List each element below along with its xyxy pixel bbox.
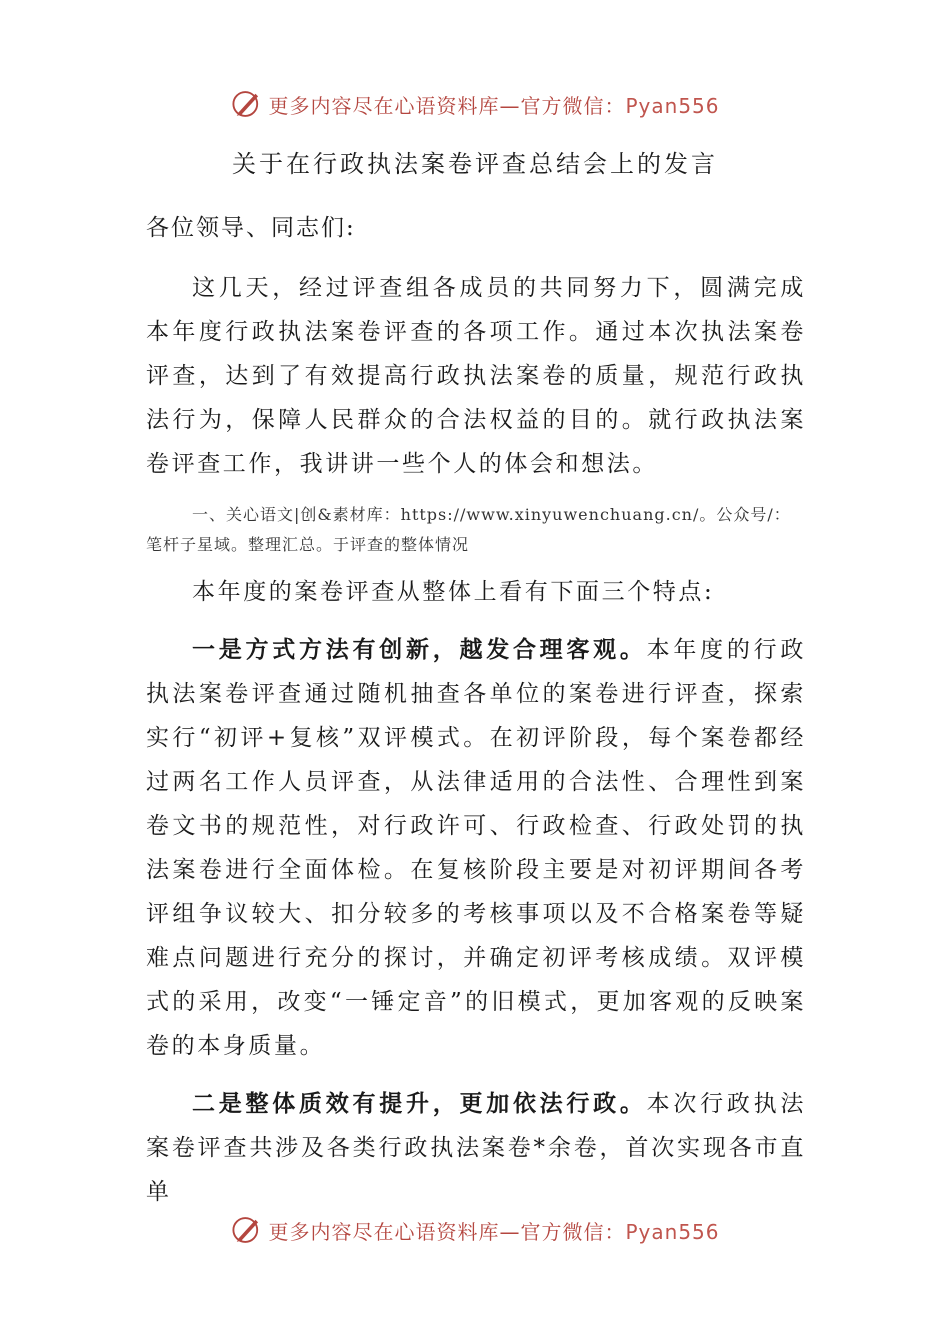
paragraph-features: 本年度的案卷评查从整体上看有下面三个特点: xyxy=(192,579,715,605)
pen-logo-icon xyxy=(230,87,264,121)
section-heading: 一、关心语文|创&素材库：https://www.xinyuwenchuang.cn/。公众号/：笔杆子星域。整理汇总。于评查的整体情况 xyxy=(146,505,791,554)
watermark-text: 更多内容尽在心语资料库—官方微信：Pyan556 xyxy=(268,1219,720,1244)
paragraph-point-one xyxy=(146,628,806,1068)
paragraph-intro: 这几天，经过评查组各成员的共同努力下，圆满完成本年度行政执法案卷评查的各项工作。通过本次执法案卷评查，达到了有效提高行政执法案卷的质量，规范行政执法行为，保障人民群众的合法权益的目的。就行政执法案卷评查工作，我讲讲一些个人的体会和想法。 xyxy=(146,275,806,477)
watermark-header xyxy=(0,84,950,124)
point-two-heading: 二是整体质效有提升，更加依法行政。 xyxy=(192,1090,647,1117)
watermark-footer xyxy=(0,1210,950,1250)
point-one-heading: 一是方式方法有创新，越发合理客观。 xyxy=(192,636,647,663)
watermark-text: 更多内容尽在心语资料库—官方微信：Pyan556 xyxy=(268,93,720,118)
paragraph-point-two xyxy=(146,1082,806,1214)
pen-logo-icon xyxy=(230,1213,264,1247)
greeting: 各位领导、同志们: xyxy=(146,215,356,241)
document-body xyxy=(146,206,806,1228)
document-title: 关于在行政执法案卷评查总结会上的发言 xyxy=(232,150,718,178)
point-one-text: 本年度的行政执法案卷评查通过随机抽查各单位的案卷进行评查，探索实行“初评+复核”双评模式。在初评阶段，每个案卷都经过两名工作人员评查，从法律适用的合法性、合理性到案卷文书的规范性，对行政许可、行政检查、行政处罚的执法案卷进行全面体检。在复核阶段主要是对初评期间各考评组争议较大、扣分较多的考核事项以及不合格案卷等疑难点问题进行充分的探讨，并确定初评考核成绩。双评模式的采用，改变“一锤定音”的旧模式，更加客观的反映案卷的本身质量。 xyxy=(146,637,806,1059)
point-two-text: 本次行政执法案卷评查共涉及各类行政执法案卷*余卷，首次实现各市直单 xyxy=(146,1091,806,1205)
